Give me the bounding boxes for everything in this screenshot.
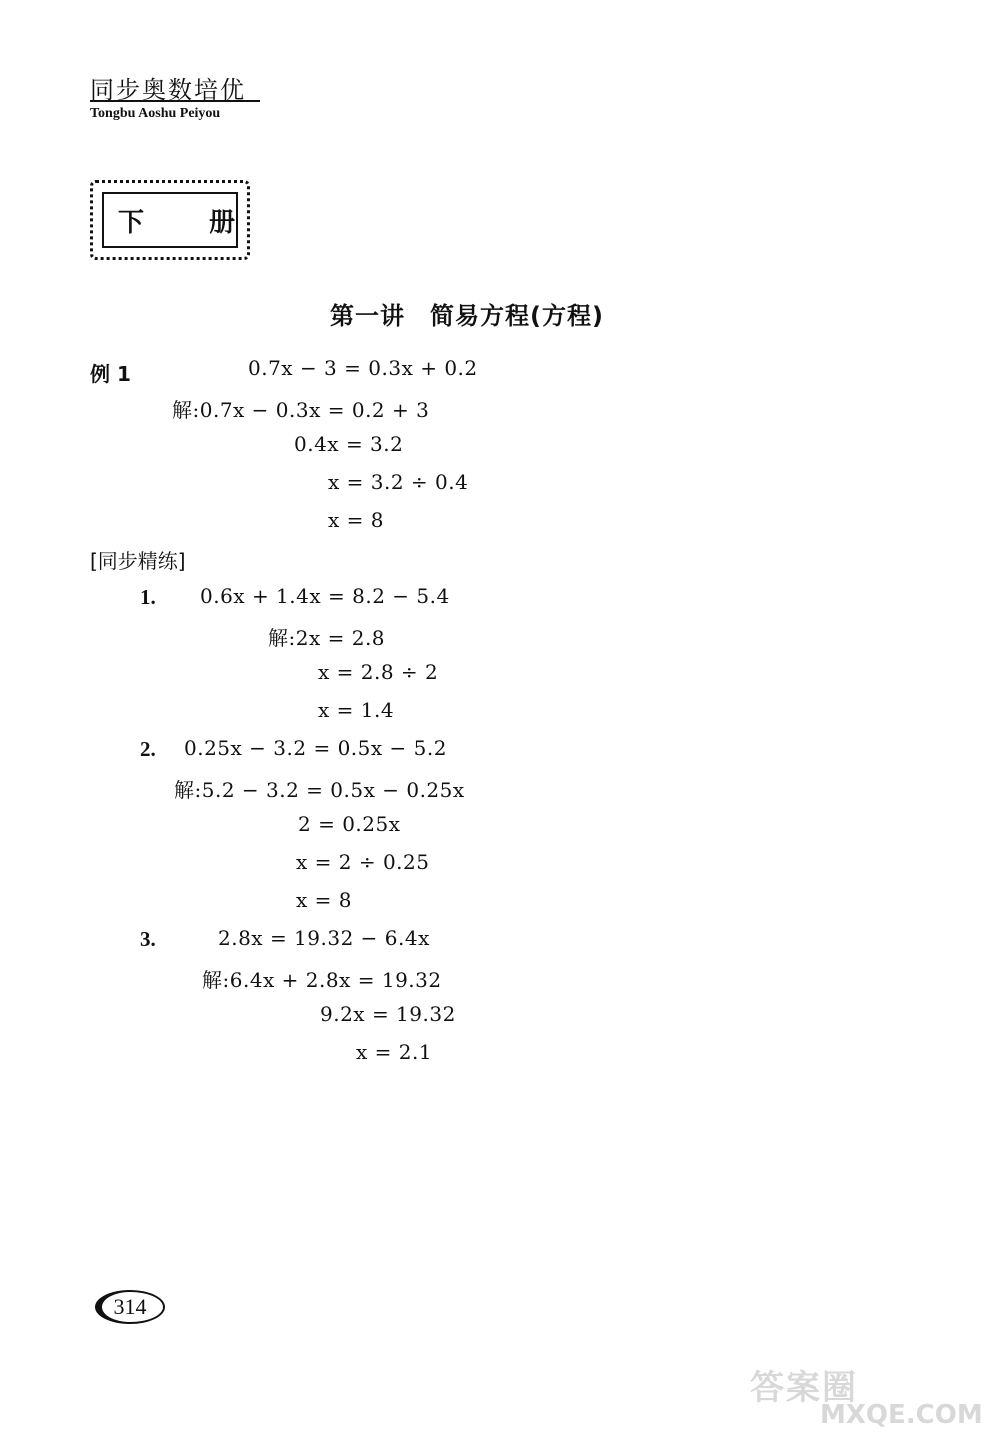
- problem-line: 解:2x = 2.8: [268, 626, 386, 650]
- problem-line: x = 1.4: [318, 698, 395, 722]
- volume-label: 下 册: [118, 208, 264, 238]
- problem-line: x = 2 ÷ 0.25: [296, 850, 430, 874]
- book-title-pinyin: Tongbu Aoshu Peiyou: [90, 106, 221, 121]
- volume-badge: [90, 180, 264, 260]
- example-line: 0.7x − 3 = 0.3x + 0.2: [248, 356, 478, 380]
- problem-number: 2.: [140, 737, 156, 761]
- lecture-title: 第一讲 简易方程(方程): [330, 302, 604, 330]
- book-title-chinese: 同步奥数培优: [90, 76, 246, 104]
- problem-line: 解:6.4x + 2.8x = 19.32: [202, 968, 442, 992]
- example-line: x = 8: [328, 508, 384, 532]
- problem-line: 0.25x − 3.2 = 0.5x − 5.2: [184, 736, 447, 760]
- header-rule: [90, 100, 260, 102]
- problem-number: 3.: [140, 927, 156, 951]
- watermark-url: MXQE.COM: [820, 1400, 983, 1430]
- example-label: 例 1: [90, 362, 131, 386]
- problem-line: 2 = 0.25x: [298, 812, 401, 836]
- example-line: 0.4x = 3.2: [294, 432, 404, 456]
- practice-heading: [同步精练]: [90, 549, 186, 573]
- page-number: 314: [113, 1294, 147, 1319]
- example-line: x = 3.2 ÷ 0.4: [328, 470, 469, 494]
- watermark-logo: 答案圈: [750, 1368, 858, 1408]
- problem-number: 1.: [140, 585, 156, 609]
- problem-line: 解:5.2 − 3.2 = 0.5x − 0.25x: [174, 778, 465, 802]
- problem-line: 0.6x + 1.4x = 8.2 − 5.4: [200, 584, 450, 608]
- problem-line: x = 2.8 ÷ 2: [318, 660, 439, 684]
- problem-line: x = 8: [296, 888, 352, 912]
- page-number-badge: [95, 1290, 165, 1324]
- problem-line: 2.8x = 19.32 − 6.4x: [218, 926, 430, 950]
- problem-line: x = 2.1: [356, 1040, 433, 1064]
- example-line: 解:0.7x − 0.3x = 0.2 + 3: [172, 398, 430, 422]
- problem-line: 9.2x = 19.32: [320, 1002, 456, 1026]
